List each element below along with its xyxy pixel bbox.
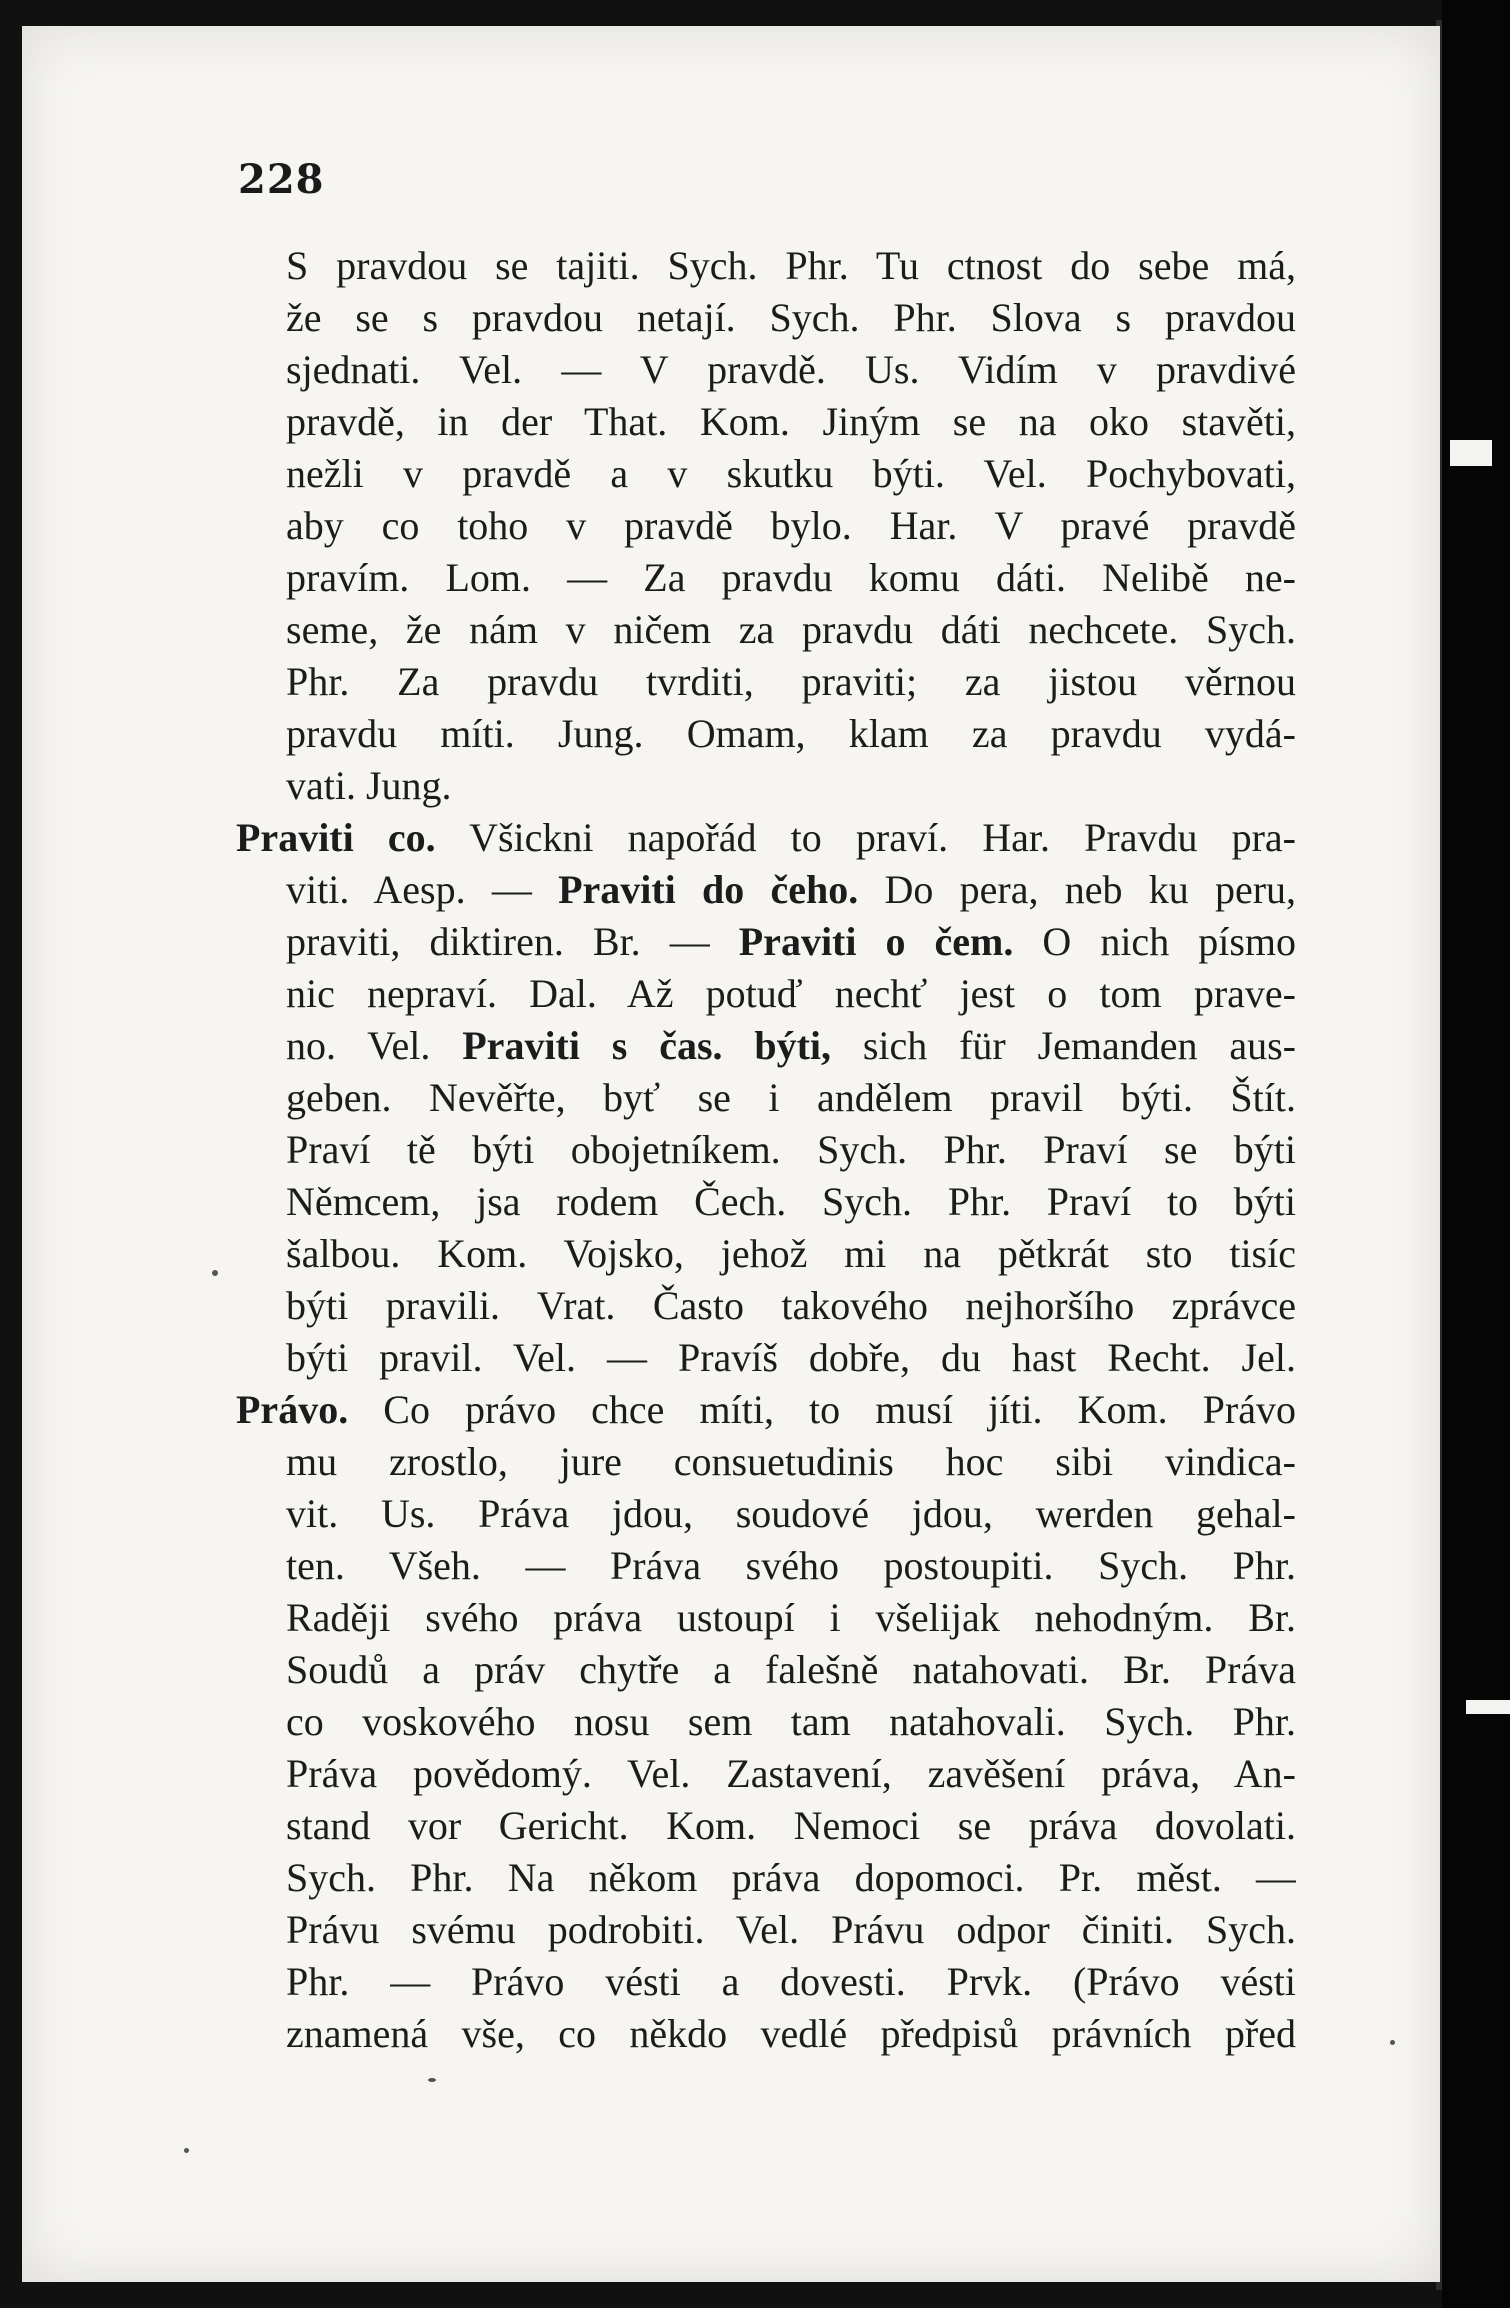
entry-headword: Praviti do čeho.	[558, 867, 859, 912]
body-text	[236, 240, 1296, 2060]
text-segment: Praví tě býti obojetníkem. Sych. Phr. Praví se býti	[286, 1127, 1296, 1172]
text-segment: stand vor Gericht. Kom. Nemoci se práva dovolati.	[286, 1803, 1296, 1848]
text-segment: Práva povědomý. Vel. Zastavení, zavěšení práva, An-	[286, 1751, 1296, 1796]
text-segment: pravím. Lom. — Za pravdu komu dáti. Nelibě ne-	[286, 555, 1296, 600]
text-line	[236, 1696, 1296, 1748]
text-segment: pravdu míti. Jung. Omam, klam za pravdu vydá-	[286, 711, 1296, 756]
text-segment: býti pravil. Vel. — Pravíš dobře, du hast Recht. Jel.	[286, 1335, 1296, 1380]
edge-marker-top	[1450, 440, 1492, 466]
text-line	[236, 968, 1296, 1020]
text-segment: mu zrostlo, jure consuetudinis hoc sibi vindica-	[286, 1439, 1296, 1484]
text-line	[236, 1852, 1296, 1904]
text-line	[236, 1384, 1296, 1436]
text-line	[236, 500, 1296, 552]
text-line	[236, 1540, 1296, 1592]
text-segment: vati. Jung.	[286, 763, 452, 808]
text-segment: Soudů a práv chytře a falešně natahovati. Br. Práva	[286, 1647, 1296, 1692]
text-line	[236, 292, 1296, 344]
text-line	[236, 2008, 1296, 2060]
text-line	[236, 1644, 1296, 1696]
text-line	[236, 916, 1296, 968]
text-segment: aby co toho v pravdě bylo. Har. V pravé pravdě	[286, 503, 1296, 548]
entry-headword: Praviti co.	[236, 815, 436, 860]
text-segment: sich für Jemanden aus-	[831, 1023, 1296, 1068]
text-line	[236, 552, 1296, 604]
text-line	[236, 396, 1296, 448]
text-line	[236, 864, 1296, 916]
text-line	[236, 1280, 1296, 1332]
entry-headword: Praviti s čas. býti,	[462, 1023, 832, 1068]
text-segment: ten. Všeh. — Práva svého postoupiti. Sych. Phr.	[286, 1543, 1296, 1588]
text-line	[236, 1904, 1296, 1956]
text-segment: nic nepraví. Dal. Až potuď nechť jest o tom prave-	[286, 971, 1296, 1016]
text-line	[236, 656, 1296, 708]
text-segment: Phr. — Právo vésti a dovesti. Prvk. (Právo vésti	[286, 1959, 1296, 2004]
text-segment: O nich písmo	[1013, 919, 1296, 964]
text-segment: Raději svého práva ustoupí i všelijak nehodným. Br.	[286, 1595, 1296, 1640]
text-segment: co voskového nosu sem tam natahovali. Sych. Phr.	[286, 1699, 1296, 1744]
text-segment: S pravdou se tajiti. Sych. Phr. Tu ctnost do sebe má,	[286, 243, 1296, 288]
entry-headword: Praviti o čem.	[738, 919, 1014, 964]
text-line	[236, 1124, 1296, 1176]
text-line	[236, 1176, 1296, 1228]
text-line	[236, 1748, 1296, 1800]
text-segment: Všickni napořád to praví. Har. Pravdu pra-	[435, 815, 1296, 860]
text-line	[236, 760, 1296, 812]
text-segment: Do pera, neb ku peru,	[858, 867, 1296, 912]
text-line	[236, 812, 1296, 864]
text-segment: Phr. Za pravdu tvrditi, praviti; za jistou věrnou	[286, 659, 1296, 704]
scan-speck	[184, 2148, 189, 2153]
text-line	[236, 604, 1296, 656]
page-number: 228	[238, 156, 325, 203]
text-line	[236, 1800, 1296, 1852]
text-segment: praviti, diktiren. Br. —	[286, 919, 739, 964]
text-line	[236, 448, 1296, 500]
text-line	[236, 1072, 1296, 1124]
text-line	[236, 1956, 1296, 2008]
edge-marker-middle	[1466, 1700, 1510, 1714]
text-segment: no. Vel.	[286, 1023, 463, 1068]
text-segment: pravdě, in der That. Kom. Jiným se na oko stavěti,	[286, 399, 1296, 444]
text-line	[236, 1332, 1296, 1384]
text-line	[236, 1592, 1296, 1644]
text-segment: Sych. Phr. Na někom práva dopomoci. Pr. měst. —	[286, 1855, 1296, 1900]
text-segment: býti pravili. Vrat. Často takového nejhoršího zprávce	[286, 1283, 1296, 1328]
text-segment: Němcem, jsa rodem Čech. Sych. Phr. Praví to býti	[286, 1179, 1296, 1224]
scan-speck	[212, 1270, 218, 1276]
text-segment: že se s pravdou netají. Sych. Phr. Slova s pravdou	[286, 295, 1296, 340]
text-line	[236, 344, 1296, 396]
text-segment: Právu svému podrobiti. Vel. Právu odpor činiti. Sych.	[286, 1907, 1296, 1952]
text-line	[236, 708, 1296, 760]
text-segment: Co právo chce míti, to musí jíti. Kom. Právo	[348, 1387, 1296, 1432]
text-segment: šalbou. Kom. Vojsko, jehož mi na pětkrát sto tisíc	[286, 1231, 1296, 1276]
text-line	[236, 1020, 1296, 1072]
scan-speck	[1390, 2040, 1395, 2045]
scan-speck	[428, 2078, 436, 2082]
text-segment: sjednati. Vel. — V pravdě. Us. Vidím v pravdivé	[286, 347, 1296, 392]
text-segment: nežli v pravdě a v skutku býti. Vel. Pochybovati,	[286, 451, 1296, 496]
text-line	[236, 1488, 1296, 1540]
text-segment: vit. Us. Práva jdou, soudové jdou, werden gehal-	[286, 1491, 1296, 1536]
text-line	[236, 240, 1296, 292]
text-segment: geben. Nevěřte, byť se i andělem pravil býti. Štít.	[286, 1075, 1296, 1120]
text-line	[236, 1228, 1296, 1280]
entry-headword: Právo.	[236, 1387, 349, 1432]
text-segment: znamená vše, co někdo vedlé předpisů právních před	[286, 2011, 1296, 2056]
text-segment: viti. Aesp. —	[286, 867, 559, 912]
text-line	[236, 1436, 1296, 1488]
text-segment: seme, že nám v ničem za pravdu dáti nechcete. Sych.	[286, 607, 1296, 652]
book-spine-shadow	[1442, 0, 1510, 2308]
